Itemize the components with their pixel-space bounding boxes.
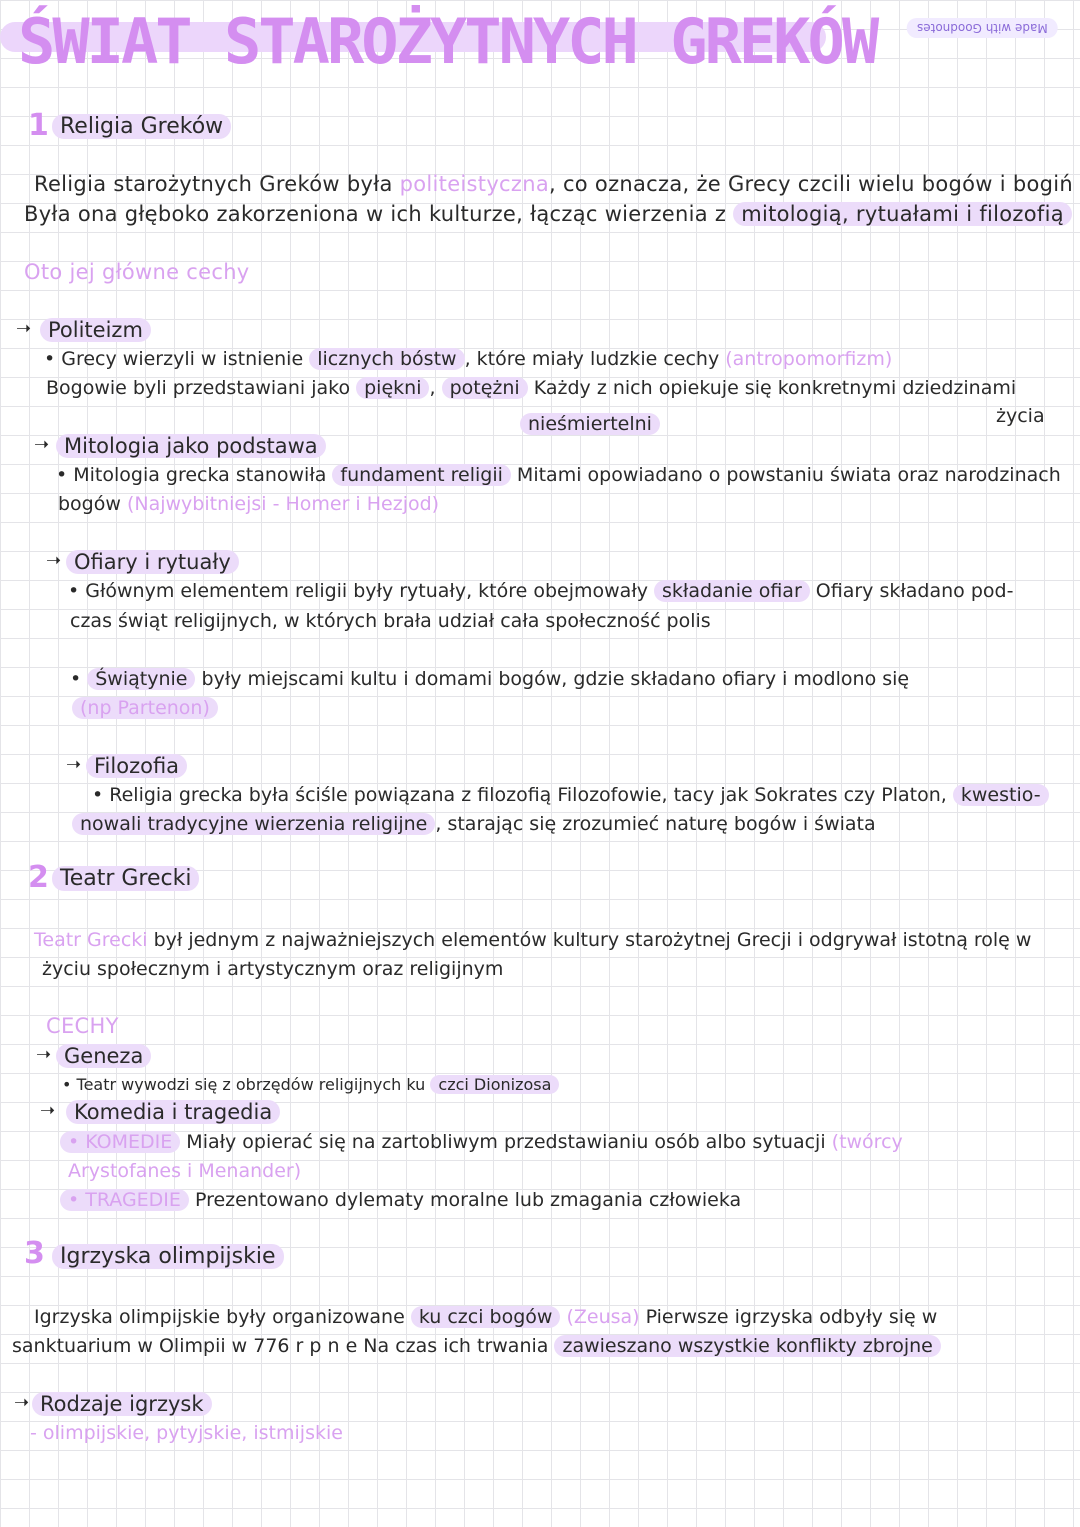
politeizm-line-2: Bogowie byli przedstawiani jako piękni , potężni Każdy z nich opiekuje się konkretnymi dziedzinami [46,377,1017,399]
politeizm-line-3-right: życia [996,405,1045,427]
section-1-heading: Religia Greków [52,114,231,139]
mitologia-line-2: bogów (Najwybitniejsi - Homer i Hezjod) [58,493,440,515]
arrow-icon: ➝ [46,550,62,571]
geneza-line-1: • Teatr wywodzi się z obrzędów religijnych ku czci Dionizosa [62,1075,559,1094]
tragedie-line: • TRAGEDIE Prezentowano dylematy moralne lub zmagania człowieka [60,1189,741,1211]
s1-intro-line-1: Religia starożytnych Greków była politeistyczna, co oznacza, że Grecy czcili wielu bogów i bogiń [34,172,1074,196]
section-2-number: 2 [28,860,49,895]
mitologia-line-1: • Mitologia grecka stanowiła fundament religii Mitami opowiadano o powstaniu świata oraz narodzinach [56,464,1061,486]
page-title: ŚWIAT STAROŻYTNYCH GREKÓW [18,5,877,78]
filozofia-heading: Filozofia [86,754,187,778]
ofiary-line-4: (np Partenon) [72,697,218,719]
arrow-icon: ➝ [14,1392,30,1413]
s2-intro-line-2: życiu społecznym i artystycznym oraz religijnym [42,958,504,980]
komedie-line: • KOMEDIE Miały opierać się na zartobliwym przedstawianiu osób albo sytuacji (twórcy [60,1131,903,1153]
filozofia-line-2: nowali tradycyjne wierzenia religijne , starając się zrozumieć naturę bogów i świata [72,813,876,835]
rodzaje-heading: Rodzaje igrzysk [32,1392,212,1416]
s1-intro-line-2: Była ona głęboko zakorzeniona w ich kulturze, łącząc wierzenia z mitologią, rytuałami i filozofią [24,202,1072,226]
ofiary-heading: Ofiary i rytuały [66,550,239,574]
s3-intro-line-2: sanktuarium w Olimpii w 776 r p n e Na czas ich trwania zawieszano wszystkie konflikty zbrojne [12,1335,941,1357]
goodnotes-badge: Made with Goodnotes [907,18,1058,38]
ofiary-line-1: • Głównym elementem religii były rytuały, które obejmowały składanie ofiar Ofiary składano pod- [68,580,1014,602]
s2-intro-line-1: Teatr Grecki był jednym z najważniejszych elementów kultury starożytnej Grecji i odgrywał istotną rolę w [34,929,1032,951]
politeizm-line-1: • Grecy wierzyli w istnienie licznych bóstw , które miały ludzkie cechy (antropomorfizm) [44,348,893,370]
section-2-heading: Teatr Grecki [52,866,199,891]
cechy-label: CECHY [46,1014,119,1038]
features-label: Oto jej główne cechy [24,260,250,284]
geneza-heading: Geneza [56,1044,151,1068]
s3-intro-line-1: Igrzyska olimpijskie były organizowane ku czci bogów (Zeusa) Pierwsze igrzyska odbyły się w [34,1306,938,1328]
ofiary-line-3: • Świątynie były miejscami kultu i domami bogów, gdzie składano ofiary i modlono się [70,668,910,690]
mitologia-heading: Mitologia jako podstawa [56,434,326,458]
politeizm-heading: Politeizm [40,318,151,342]
arrow-icon: ➝ [36,1044,52,1065]
filozofia-line-1: • Religia grecka była ściśle powiązana z filozofią Filozofowie, tacy jak Sokrates czy Platon, kwestio- [92,784,1049,806]
section-1-number: 1 [28,108,49,143]
komedie-line-2: Arystofanes i Menander) [68,1160,302,1182]
arrow-icon: ➝ [40,1100,56,1121]
ofiary-line-2: czas świąt religijnych, w których brała udział cała społeczność polis [70,610,711,632]
politeizm-line-3: nieśmiertelni [520,413,660,435]
rodzaje-list: - olimpijskie, pytyjskie, istmijskie [30,1422,343,1444]
arrow-icon: ➝ [34,434,50,455]
section-3-number: 3 [24,1236,45,1271]
arrow-icon: ➝ [66,754,82,775]
komedia-heading: Komedia i tragedia [66,1100,280,1124]
arrow-icon: ➝ [16,318,32,339]
section-3-heading: Igrzyska olimpijskie [52,1244,284,1269]
